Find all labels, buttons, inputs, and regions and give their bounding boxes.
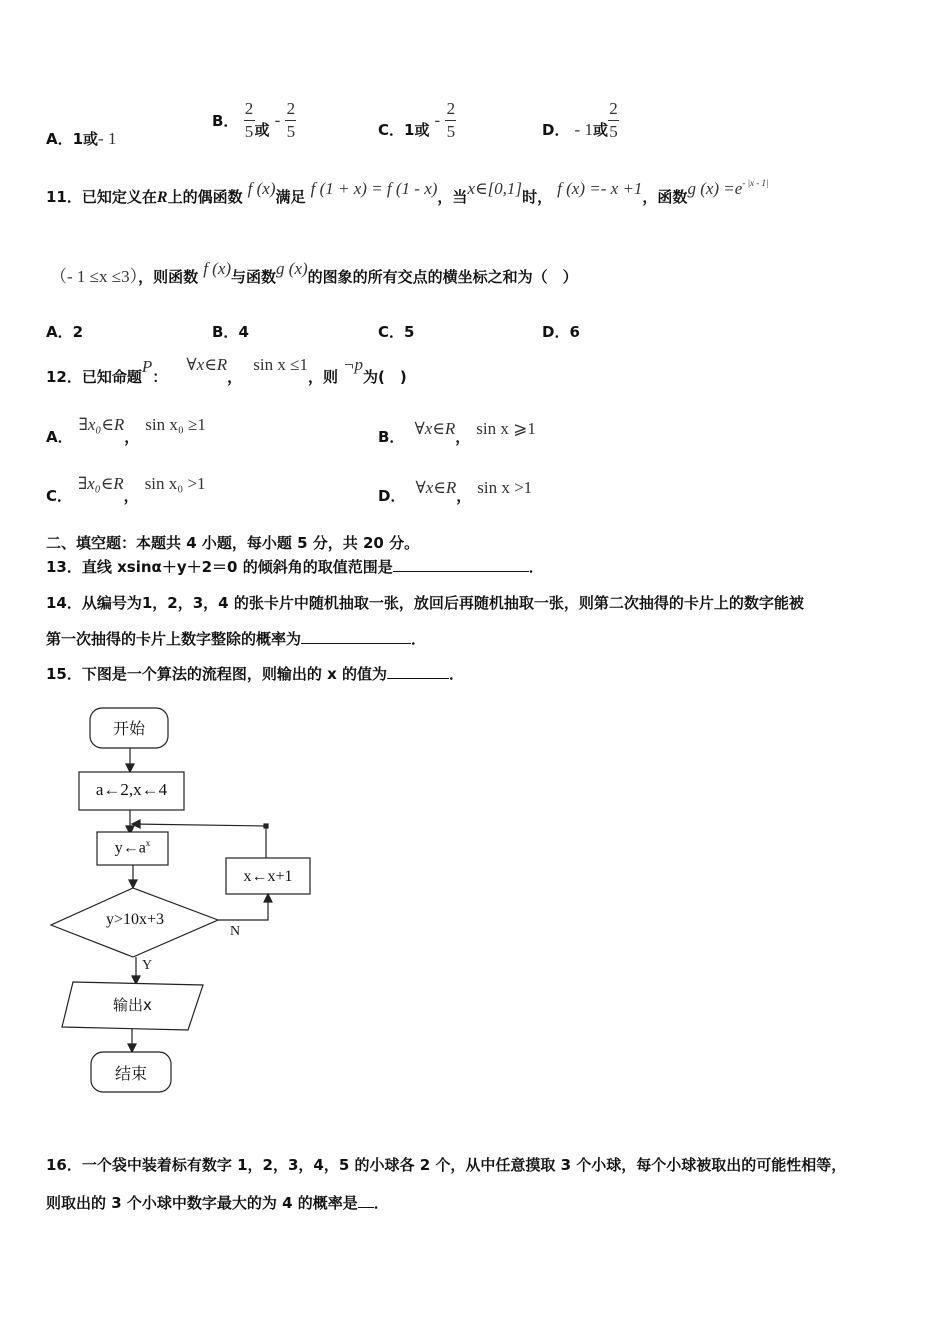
q14-line1: 14．从编号为1，2，3，4 的张卡片中随机抽取一张，放回后再随机抽取一张，则第二次抽得的卡片上的数字能被 — [46, 594, 804, 612]
q10-option-b: B． $\frac{2}{5}$ 或 - $\frac{2}{5}$ — [212, 99, 296, 141]
q11-line1: 11．已知定义在R上的偶函数 f (x)满足 f (1 + x) = f (1 - x)，当x∈[0,1]时， f (x) =- x +1，函数g $(x) =e^{- |x - 1|}$ — [46, 177, 769, 206]
q16-line1: 16．一个袋中装着标有数字 1，2，3，4，5 的小球各 2 个，从中任意摸取 3 个小球，每个小球被取出的可能性相等， — [46, 1156, 847, 1174]
q12-option-b: B． ∀x∈R， sin x ⩾1 — [378, 419, 536, 446]
q11-option-b: B．4 — [212, 323, 249, 341]
q15: 15．下图是一个算法的流程图，则输出的 x 的值为 ． — [46, 665, 465, 683]
output-label: 输出x — [113, 996, 152, 1014]
q14-line2: 第一次抽得的卡片上数字整除的概率为 ． — [46, 630, 427, 648]
assign-label: $y\leftarrow a^x$ — [114, 838, 151, 857]
init-label: a←2,x←4 — [95, 780, 168, 799]
increment-label: x←x+1 — [243, 868, 293, 885]
section-heading: 二、填空题：本题共 4 小题，每小题 5 分，共 20 分。 — [46, 534, 420, 552]
q13: 13．直线 xsinα＋y＋2＝0 的倾斜角的取值范围是 ． — [46, 558, 544, 576]
fraction: $\frac{2}{5}$ — [446, 99, 456, 141]
fraction: $\frac{2}{5}$ — [609, 99, 618, 141]
answer-blank — [358, 1207, 374, 1208]
q10-option-a: A．1或- 1 — [46, 129, 117, 148]
q11-option-a: A．2 — [46, 323, 84, 341]
q12-option-a: A．∃x₀∈R，sin x₀ ≥1 — [46, 415, 206, 446]
yes-label: Y — [142, 958, 153, 973]
no-label: N — [230, 924, 241, 939]
q12-option-d: D． ∀x∈R， sin x >1 — [378, 478, 533, 505]
q16-line2: 则取出的 3 个小球中数字最大的为 4 的概率是 ． — [46, 1194, 389, 1212]
end-label: 结束 — [114, 1064, 147, 1083]
fraction: $\frac{2}{5}$ — [286, 99, 296, 141]
q12-option-c: C．∃x₀∈R，sin x₀ >1 — [46, 474, 206, 505]
condition-label: y>10x+3 — [105, 911, 165, 928]
fraction: $\frac{2}{5}$ — [244, 99, 254, 141]
q12-stem: 12．已知命题P： ∀x∈R， sin x ≤1，则 ¬p为( ) — [46, 355, 407, 386]
start-label: 开始 — [112, 719, 145, 738]
q10-option-c: C．1或 - $\frac{2}{5}$ — [378, 99, 456, 141]
q11-line2: （- 1 ≤x ≤3），则函数 f (x)与函数g (x)的图象的所有交点的横坐标之和为（ ） — [50, 259, 578, 286]
q10-option-d: D． - 1或 $\frac{2}{5}$ — [542, 99, 618, 141]
q11-option-d: D．6 — [542, 323, 580, 341]
q11-option-c: C．5 — [378, 323, 415, 341]
